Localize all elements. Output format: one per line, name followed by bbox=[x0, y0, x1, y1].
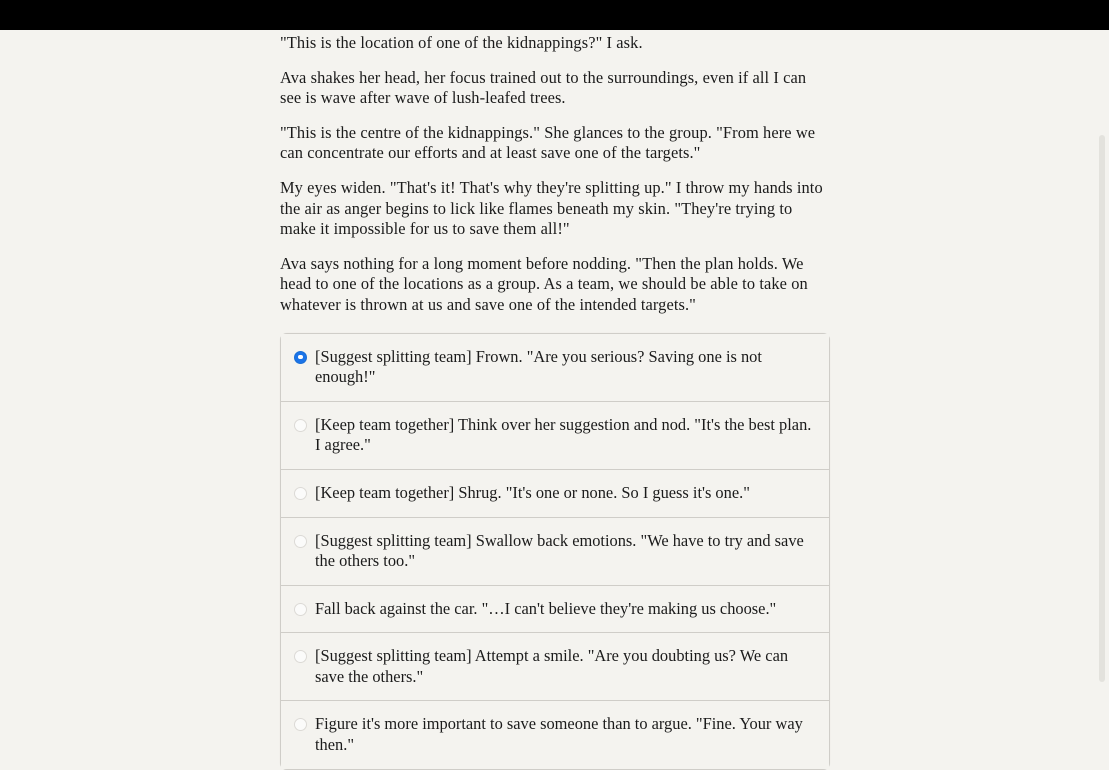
choice-label: [Suggest splitting team] Swallow back emotions. "We have to try and save the others too." bbox=[315, 530, 804, 571]
choice-option-2[interactable] bbox=[281, 402, 829, 470]
scrollbar-thumb[interactable] bbox=[1099, 135, 1105, 682]
radio-icon[interactable] bbox=[294, 718, 307, 731]
choice-option-6[interactable] bbox=[281, 633, 829, 701]
story-paragraph: "This is the centre of the kidnappings." She glances to the group. "From here we can concentrate our efforts and at least save one of the targets." bbox=[280, 122, 816, 163]
story-paragraph: "This is the location of one of the kidnappings?" I ask. bbox=[280, 33, 643, 52]
top-black-bar bbox=[0, 0, 1109, 30]
choice-option-7[interactable] bbox=[281, 701, 829, 768]
choice-label: Figure it's more important to save someone than to argue. "Fine. Your way then." bbox=[315, 714, 803, 755]
story-paragraph: Ava says nothing for a long moment before nodding. "Then the plan holds. We head to one of the locations as a group. As a team, we should be able to take on whatever is thrown at us and save one of the intended targets." bbox=[280, 253, 808, 314]
choice-label: [Keep team together] Shrug. "It's one or none. So I guess it's one." bbox=[315, 482, 750, 502]
vertical-scrollbar[interactable] bbox=[1098, 30, 1107, 720]
story-scroll-region[interactable] bbox=[0, 30, 1109, 755]
story-paragraph: Ava shakes her head, her focus trained out to the surroundings, even if all I can see is wave after wave of lush-leafed trees. bbox=[280, 67, 807, 108]
radio-icon[interactable] bbox=[294, 487, 307, 500]
choice-option-1[interactable] bbox=[281, 334, 829, 402]
choice-label: [Keep team together] Think over her suggestion and nod. "It's the best plan. I agree." bbox=[315, 414, 812, 455]
radio-icon-selected[interactable] bbox=[294, 351, 307, 364]
radio-icon[interactable] bbox=[294, 419, 307, 432]
choice-option-5[interactable] bbox=[281, 586, 829, 634]
radio-icon[interactable] bbox=[294, 603, 307, 616]
choice-option-4[interactable] bbox=[281, 518, 829, 586]
choice-label: [Suggest splitting team] Frown. "Are you serious? Saving one is not enough!" bbox=[315, 346, 762, 387]
story-column bbox=[280, 30, 830, 770]
radio-icon[interactable] bbox=[294, 650, 307, 663]
radio-icon[interactable] bbox=[294, 535, 307, 548]
choice-label: Fall back against the car. "…I can't believe they're making us choose." bbox=[315, 598, 777, 618]
choice-list bbox=[280, 333, 830, 770]
story-paragraph: My eyes widen. "That's it! That's why they're splitting up." I throw my hands into the air as anger begins to lick like flames beneath my skin. "They're trying to make it impossible for us to save them all!" bbox=[280, 177, 823, 239]
choice-option-3[interactable] bbox=[281, 470, 829, 518]
choice-label: [Suggest splitting team] Attempt a smile. "Are you doubting us? We can save the others." bbox=[315, 646, 789, 686]
